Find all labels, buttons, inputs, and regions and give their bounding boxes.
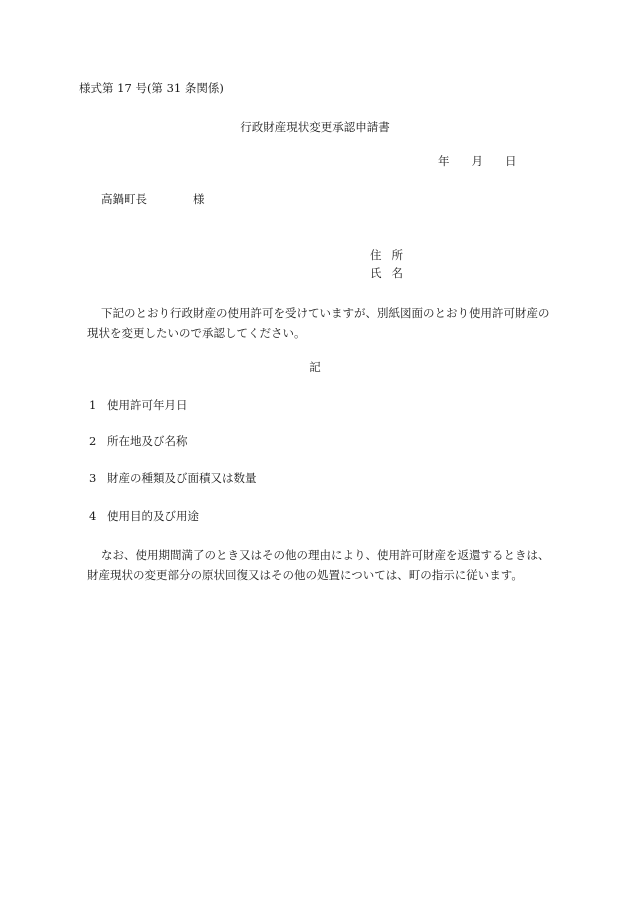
item-number: 4: [89, 509, 97, 523]
document-title: 行政財産現状変更承認申請書: [240, 120, 390, 134]
item-number: 3: [89, 471, 97, 485]
item-number: 2: [89, 434, 97, 448]
day-label: 日: [505, 154, 517, 168]
ki-heading: 記: [309, 360, 321, 374]
list-item: [89, 399, 188, 413]
address-label-char-1: 住: [370, 248, 382, 262]
list-item: [89, 435, 188, 449]
applicant-address-label: [370, 249, 403, 263]
list-item: [89, 472, 257, 486]
year-label: 年: [438, 154, 450, 168]
applicant-name-label: [370, 267, 403, 281]
item-number: 1: [89, 398, 97, 412]
address-label-char-2: 所: [391, 248, 403, 262]
addressee-name: 高鍋町長: [101, 192, 147, 206]
form-number: 様式第 17 号(第 31 条関係): [79, 81, 224, 95]
name-label-char-2: 名: [391, 266, 403, 280]
request-body-text: 下記のとおり行政財産の使用許可を受けていますが、別紙図面のとおり使用許可財産の現状を変更したいので承認してください。: [87, 306, 550, 340]
addressee-honorific: 様: [193, 192, 205, 206]
month-label: 月: [471, 154, 483, 168]
name-label-char-1: 氏: [370, 266, 382, 280]
addressee: [101, 193, 205, 207]
item-label: 使用許可年月日: [107, 398, 188, 412]
date-line: [438, 155, 517, 169]
item-label: 財産の種類及び面積又は数量: [107, 471, 257, 485]
closing-text: なお、使用期間満了のとき又はその他の理由により、使用許可財産を返還するときは、財産現状の変更部分の原状回復又はその他の処置については、町の指示に従います。: [87, 548, 550, 582]
list-item: [89, 510, 199, 524]
item-label: 所在地及び名称: [107, 434, 188, 448]
item-label: 使用目的及び用途: [107, 509, 199, 523]
